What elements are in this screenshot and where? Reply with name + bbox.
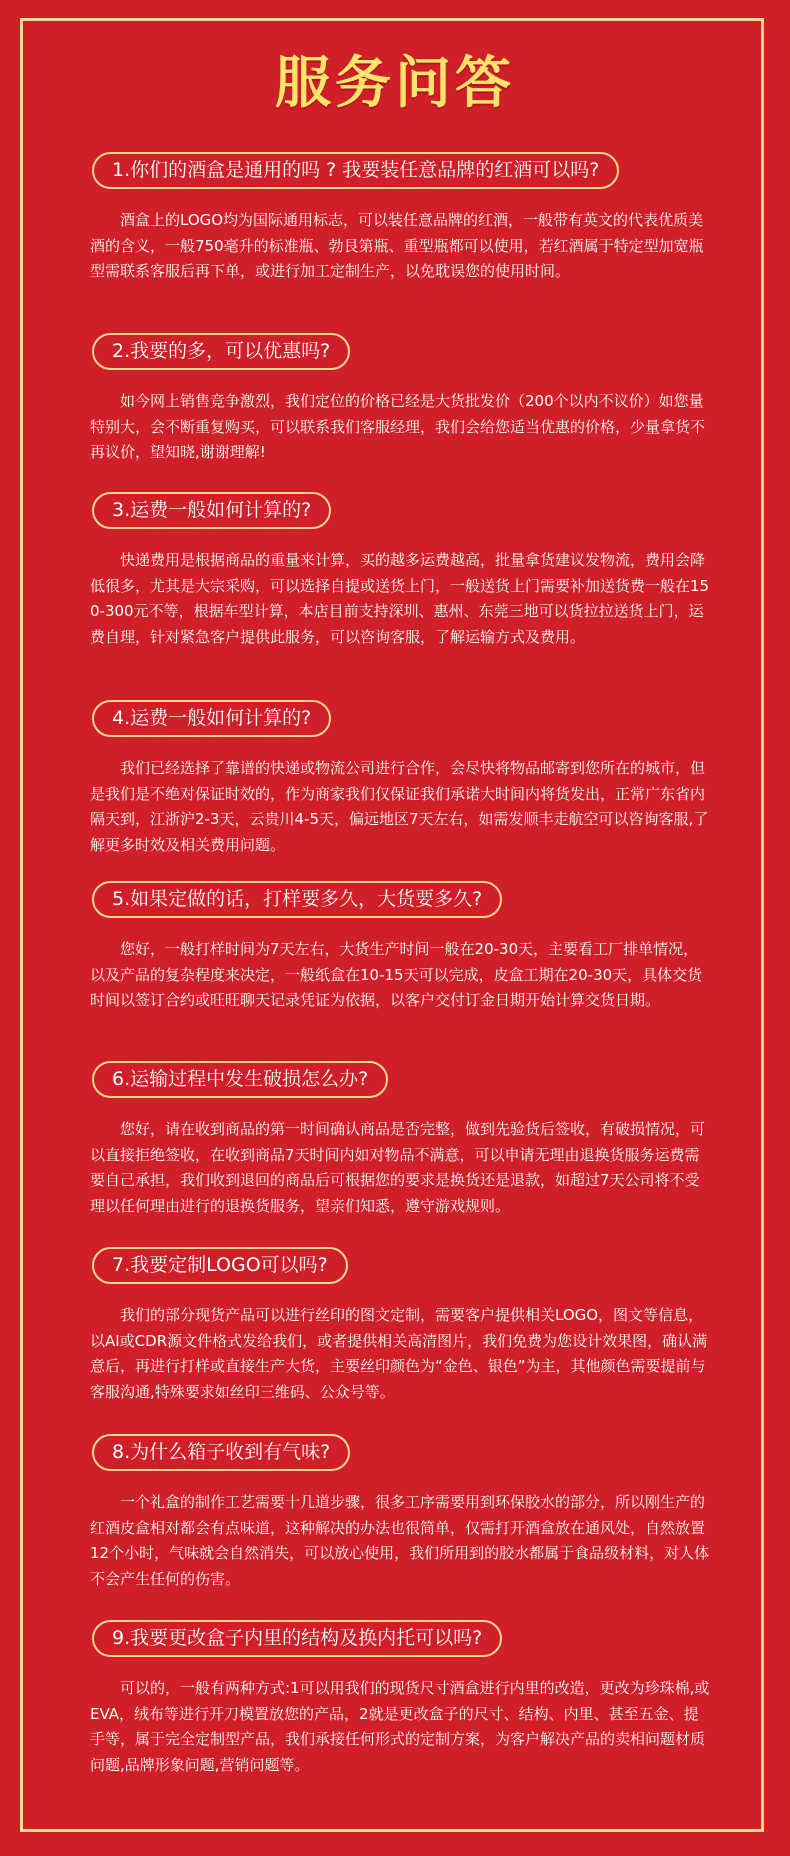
question-heading: 2.我要的多，可以优惠吗? — [92, 333, 350, 370]
question-heading: 7.我要定制LOGO可以吗? — [92, 1247, 348, 1284]
answer-text: 酒盒上的LOGO均为国际通用标志，可以装任意品牌的红酒，一般带有英文的代表优质美酒的含义，一般750毫升的标准瓶、勃艮第瓶、重型瓶都可以使用，若红酒属于特定型加宽瓶型需联系客服后再下单，或进行加工定制生产，以免耽误您的使用时间。 — [90, 211, 704, 280]
answer-text: 如今网上销售竞争激烈，我们定位的价格已经是大货批发价（200个以内不议价）如您量特别大，会不断重复购买，可以联系我们客服经理，我们会给您适当优惠的价格，少量拿货不再议价，望知晓,谢谢理解! — [90, 392, 706, 461]
question-heading: 3.运费一般如何计算的? — [92, 492, 331, 529]
answer-text: 一个礼盒的制作工艺需要十几道步骤，很多工序需要用到环保胶水的部分，所以刚生产的红酒皮盒相对都会有点味道，这种解决的办法也很简单，仅需打开酒盒放在通风处，自然放置12个小时，气味就会自然消失，可以放心使用，我们所用到的胶水都属于食品级材料，对人体不会产生任何的伤害。 — [90, 1493, 710, 1588]
answer-text: 快递费用是根据商品的重量来计算，买的越多运费越高，批量拿货建议发物流，费用会降低很多，尤其是大宗采购，可以选择自提或送货上门，一般送货上门需要补加送货费一般在150-300元不等，根据车型计算，本店目前支持深圳、惠州、东莞三地可以货拉拉送货上门，运费自理，针对紧急客户提供此服务，可以咨询客服，了解运输方式及费用。 — [90, 551, 710, 646]
question-heading: 1.你们的酒盒是通用的吗 ? 我要装任意品牌的红酒可以吗? — [92, 152, 619, 189]
question-heading: 8.为什么箱子收到有气味? — [92, 1434, 350, 1471]
answer-text: 可以的，一般有两种方式:1可以用我们的现货尺寸酒盒进行内里的改造，更改为珍珠棉,或EVA，绒布等进行开刀模置放您的产品，2就是更改盒子的尺寸、结构、内里、甚至五金、提手等，属于完全定制型产品，我们承接任何形式的定制方案，为客户解决产品的卖相问题材质问题,品牌形象问题,营销问题等。 — [90, 1679, 710, 1774]
answer-text: 您好，请在收到商品的第一时间确认商品是否完整，做到先验货后签收，有破损情况，可以直接拒绝签收，在收到商品7天时间内如对物品不满意，可以申请无理由退换货服务运费需要自己承担，我们收到退回的商品后可根据您的要求是换货还是退款，如超过7天公司将不受理以任何理由进行的退换货服务，望亲们知悉，遵守游戏规则。 — [90, 1120, 706, 1215]
question-heading: 6.运输过程中发生破损怎么办? — [92, 1061, 388, 1098]
answer-text: 您好，一般打样时间为7天左右，大货生产时间一般在20-30天，主要看工厂排单情况，以及产品的复杂程度来决定，一般纸盒在10-15天可以完成，皮盒工期在20-30天，具体交货时间以签订合约或旺旺聊天记录凭证为依据，以客户交付订金日期开始计算交货日期。 — [90, 940, 703, 1009]
answer-text: 我们的部分现货产品可以进行丝印的图文定制，需要客户提供相关LOGO，图文等信息，以AI或CDR源文件格式发给我们，或者提供相关高清图片，我们免费为您设计效果图，确认满意后，再进行打样或直接生产大货，主要丝印颜色为“金色、银色”为主，其他颜色需要提前与客服沟通,特殊要求如丝印三维码、公众号等。 — [90, 1306, 708, 1401]
question-heading: 5.如果定做的话，打样要多久，大货要多久? — [92, 881, 502, 918]
question-heading: 4.运费一般如何计算的? — [92, 700, 331, 737]
answer-text: 我们已经选择了靠谱的快递或物流公司进行合作，会尽快将物品邮寄到您所在的城市，但是我们是不绝对保证时效的，作为商家我们仅保证我们承诺大时间内将货发出，正常广东省内隔天到，江浙沪2-3天，云贵川4-5天，偏远地区7天左右，如需发顺丰走航空可以咨询客服,了解更多时效及相关费用问题。 — [90, 759, 709, 854]
question-heading: 9.我要更改盒子内里的结构及换内托可以吗? — [92, 1620, 502, 1657]
page-title: 服务问答 — [275, 51, 515, 116]
